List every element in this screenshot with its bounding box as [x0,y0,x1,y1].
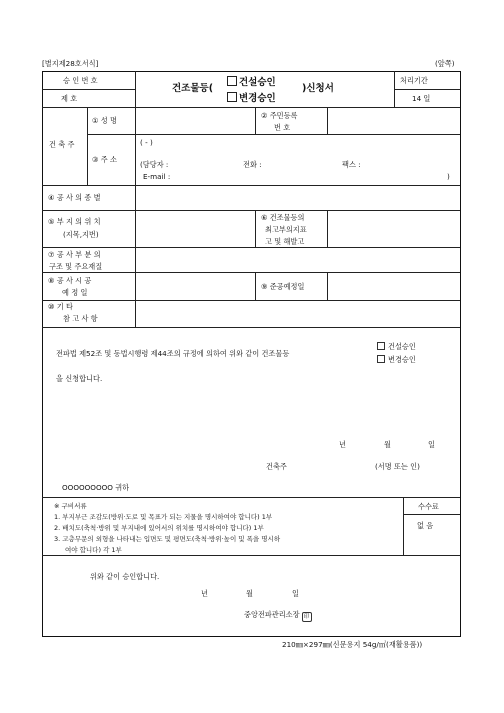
document-item-3: 3. 고층무문의 외형을 나타내는 입면도 및 평면도(축척·방위·높이 및 폭을 명시하 [54,535,281,543]
fee-label: 수수료 [418,502,439,511]
approval-day: 일 [292,589,299,598]
phone-line[interactable]: ( - ) [140,138,153,147]
approval-year: 년 [201,589,208,598]
checkbox-icon [227,92,237,102]
checkbox-icon [377,342,385,350]
form-number: [별지제28호서식] [42,59,99,68]
document-item-1: 1. 부지부근 조감도(방위·도로 및 목표가 되는 지물을 명시하여야 합니다) 1부 [54,513,273,521]
number-label: 제 호 [61,94,78,103]
name-label: ① 성 명 [92,116,117,125]
processing-period-label: 처리기간 [400,76,428,85]
document-item-2: 2. 배치도(축척·방위 및 부지내에 있어서의 위치를 명시하여야 합니다) 1부 [54,524,264,532]
recipient: OOOOOOOOO 귀하 [62,483,130,492]
fee-value: 없 음 [417,521,434,530]
applicant-label: 건축주 [266,462,287,471]
statement-option-construct[interactable]: 건설승인 [377,342,416,350]
resident-number-label-2: 번 호 [274,123,291,132]
contact-person-field[interactable]: (담당자 : [140,160,169,169]
approval-authority: 중앙전파관리소장 印 [244,611,312,622]
frame-top [42,71,461,72]
document-item-3-cont: 여야 합니다) 각 1부 [65,546,122,554]
title-option-construct[interactable]: 건설승인 [227,76,276,88]
page-side: (앞쪽) [435,59,455,68]
statement-end-text: 을 신청합니다. [56,374,103,383]
frame-bottom [42,636,461,637]
checkbox-icon [227,76,237,86]
completion-date-label: ⑨ 준공예정일 [261,282,305,291]
resident-number-label: ② 주민등록 [261,111,298,120]
statement-text: 전파법 제52조 및 동법시행령 제44조의 규정에 의하여 위와 같이 건조물등 [56,349,290,358]
title-prefix: 건조물등( [172,83,214,94]
approval-month: 월 [246,589,253,598]
statement-year: 년 [339,440,346,449]
contact-close-paren: ) [447,172,450,181]
site-location-sub-label: (지목,지번) [63,230,99,239]
address-label: ③ 주 소 [92,155,117,164]
construction-start-label-2: 예 정 일 [62,288,88,297]
signature-label: (서명 또는 인) [375,462,420,471]
frame-right [460,71,461,637]
construction-start-label: ⑧ 공 사 시 공 [48,276,92,285]
documents-title: ※ 구비서류 [54,502,87,510]
processing-period-value: 14 일 [412,94,431,103]
height-label-3: 고 및 해발고 [265,237,305,246]
etc-label: ⑩ 기 타 [48,302,73,311]
frame-left [42,71,43,637]
work-type-label: ④ 공 사 의 종 별 [48,193,101,202]
email-field[interactable]: E-mail : [143,172,171,181]
phone-field[interactable]: 전화 : [243,160,262,169]
approval-number-label: 승 인 번 호 [63,76,98,85]
approval-text: 위와 같이 승인합니다. [90,572,160,581]
height-label-2: 최고부의지표 [265,225,307,234]
statement-month: 월 [384,440,391,449]
fax-field[interactable]: 팩스 : [342,160,361,169]
title-option-change[interactable]: 변경승인 [227,92,276,104]
structure-label-2: 구조 및 주요재질 [49,262,103,271]
builder-section-label: 건 축 주 [49,140,75,149]
structure-label: ⑦ 공 사 부 분 의 [48,250,101,259]
height-label: ⑥ 건조물등의 [261,213,305,222]
paper-spec: 210㎜×297㎜(신문용지 54g/㎡(재활용품)) [282,640,423,649]
etc-label-2: 참 고 사 항 [63,314,98,323]
checkbox-icon [377,355,385,363]
site-location-label: ⑤ 부 지 의 위 치 [48,217,101,226]
title-suffix: )신청서 [302,83,334,94]
statement-day: 일 [428,440,435,449]
statement-option-change[interactable]: 변경승인 [377,355,416,363]
official-seal-icon: 印 [302,612,312,622]
